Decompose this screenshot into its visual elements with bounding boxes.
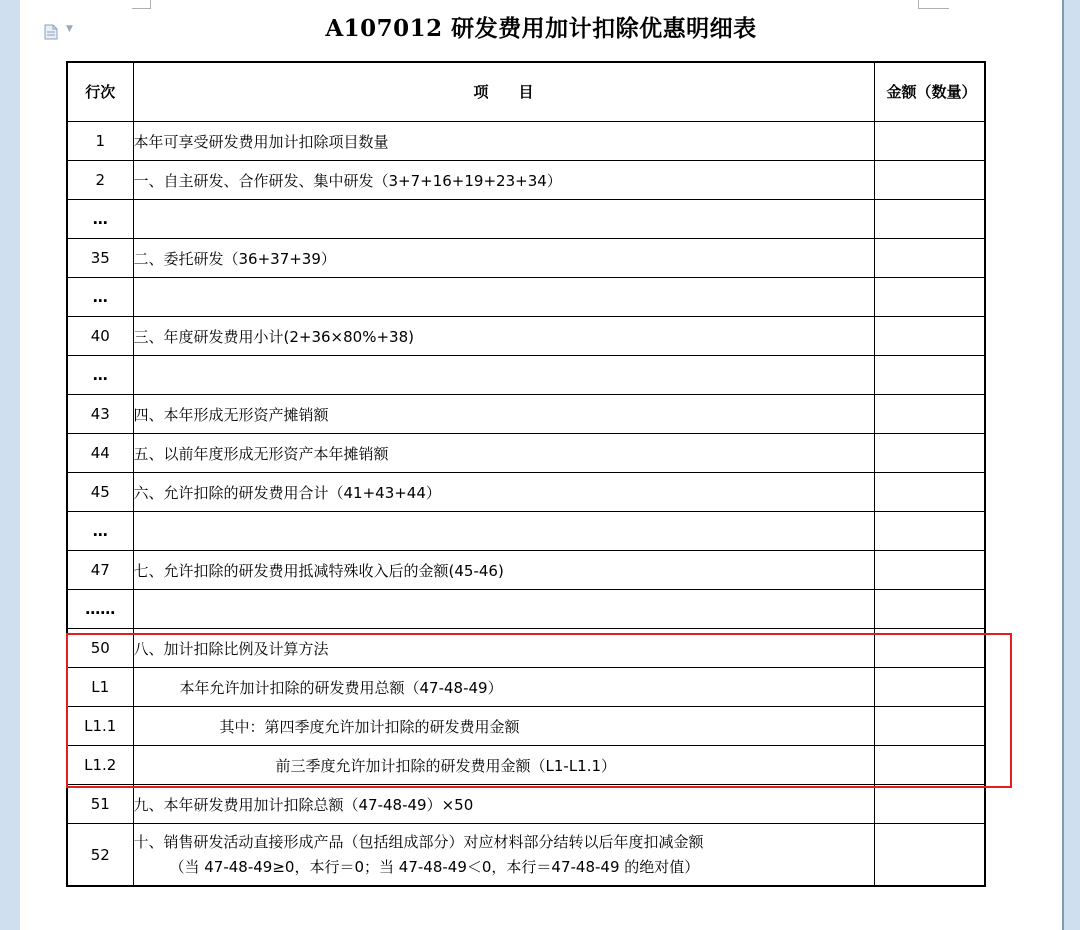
row-number: 47	[67, 551, 133, 590]
crop-mark-left	[132, 0, 151, 9]
row-item: 五、以前年度形成无形资产本年摊销额	[133, 434, 874, 473]
table-row	[67, 317, 985, 356]
amount-cell[interactable]	[874, 824, 985, 887]
amount-cell[interactable]	[874, 239, 985, 278]
table-row	[67, 239, 985, 278]
row-number: 50	[67, 629, 133, 668]
table-row	[67, 512, 985, 551]
row-number: …	[67, 356, 133, 395]
form-title: A107012 研发费用加计扣除优惠明细表	[325, 15, 757, 42]
header-item: 项 目	[133, 62, 874, 122]
table-row	[67, 746, 985, 785]
row-number: 1	[67, 122, 133, 161]
amount-cell[interactable]	[874, 122, 985, 161]
row-item-line2: （当 47-48-49≥0，本行＝0；当 47-48-49＜0，本行＝47-48-49 的绝对值）	[169, 857, 700, 876]
table-row	[67, 434, 985, 473]
table-header-row	[67, 62, 985, 122]
row-number: …	[67, 200, 133, 239]
row-number: 40	[67, 317, 133, 356]
table-row	[67, 785, 985, 824]
amount-cell[interactable]	[874, 551, 985, 590]
row-item	[133, 512, 874, 551]
vertical-scrollbar[interactable]	[1062, 0, 1080, 930]
row-item: 三、年度研发费用小计(2+36×80%+38)	[133, 317, 874, 356]
left-gutter	[0, 0, 21, 930]
row-number: 35	[67, 239, 133, 278]
row-number: L1.2	[67, 746, 133, 785]
row-item: 本年可享受研发费用加计扣除项目数量	[133, 122, 874, 161]
row-number: 44	[67, 434, 133, 473]
row-item	[133, 200, 874, 239]
table-row	[67, 356, 985, 395]
table-row	[67, 551, 985, 590]
row-item	[133, 590, 874, 629]
table-row	[67, 395, 985, 434]
row-item: 一、自主研发、合作研发、集中研发（3+7+16+19+23+34）	[133, 161, 874, 200]
row-number: ……	[67, 590, 133, 629]
header-amount: 金额（数量）	[874, 62, 985, 122]
row-item: 本年允许加计扣除的研发费用总额（47-48-49）	[133, 668, 874, 707]
chevron-down-icon[interactable]: ▼	[66, 24, 73, 34]
row-item: 八、加计扣除比例及计算方法	[133, 629, 874, 668]
amount-cell[interactable]	[874, 356, 985, 395]
amount-cell[interactable]	[874, 785, 985, 824]
table-row	[67, 668, 985, 707]
row-number: 2	[67, 161, 133, 200]
table-row	[67, 161, 985, 200]
table-row	[67, 122, 985, 161]
row-item: 前三季度允许加计扣除的研发费用金额（L1-L1.1）	[133, 746, 874, 785]
table-row	[67, 473, 985, 512]
row-item-line1: 十、销售研发活动直接形成产品（包括组成部分）对应材料部分结转以后年度扣减金额	[133, 832, 704, 851]
row-item: 四、本年形成无形资产摊销额	[133, 395, 874, 434]
row-item: 九、本年研发费用加计扣除总额（47-48-49）×50	[133, 785, 874, 824]
amount-cell[interactable]	[874, 161, 985, 200]
row-number: 45	[67, 473, 133, 512]
row-item	[133, 824, 874, 887]
deduction-table	[66, 61, 986, 887]
row-item: 六、允许扣除的研发费用合计（41+43+44）	[133, 473, 874, 512]
table-row	[67, 278, 985, 317]
amount-cell[interactable]	[874, 317, 985, 356]
amount-cell[interactable]	[874, 473, 985, 512]
crop-mark-right	[918, 0, 949, 9]
amount-cell[interactable]	[874, 746, 985, 785]
table-row	[67, 707, 985, 746]
amount-cell[interactable]	[874, 200, 985, 239]
row-item: 二、委托研发（36+37+39）	[133, 239, 874, 278]
row-item: 七、允许扣除的研发费用抵减特殊收入后的金额(45-46)	[133, 551, 874, 590]
amount-cell[interactable]	[874, 707, 985, 746]
amount-cell[interactable]	[874, 434, 985, 473]
amount-cell[interactable]	[874, 278, 985, 317]
table-row	[67, 590, 985, 629]
amount-cell[interactable]	[874, 629, 985, 668]
row-item	[133, 356, 874, 395]
row-number: L1	[67, 668, 133, 707]
header-row-no: 行次	[67, 62, 133, 122]
table-row	[67, 629, 985, 668]
amount-cell[interactable]	[874, 512, 985, 551]
row-item	[133, 278, 874, 317]
table-row	[67, 824, 985, 887]
table-row	[67, 200, 985, 239]
row-number: 51	[67, 785, 133, 824]
row-number: 43	[67, 395, 133, 434]
row-item: 其中：第四季度允许加计扣除的研发费用金额	[133, 707, 874, 746]
row-number: …	[67, 512, 133, 551]
amount-cell[interactable]	[874, 395, 985, 434]
document-page	[20, 0, 1062, 930]
amount-cell[interactable]	[874, 668, 985, 707]
row-number: L1.1	[67, 707, 133, 746]
row-number: …	[67, 278, 133, 317]
amount-cell[interactable]	[874, 590, 985, 629]
row-number: 52	[67, 824, 133, 887]
